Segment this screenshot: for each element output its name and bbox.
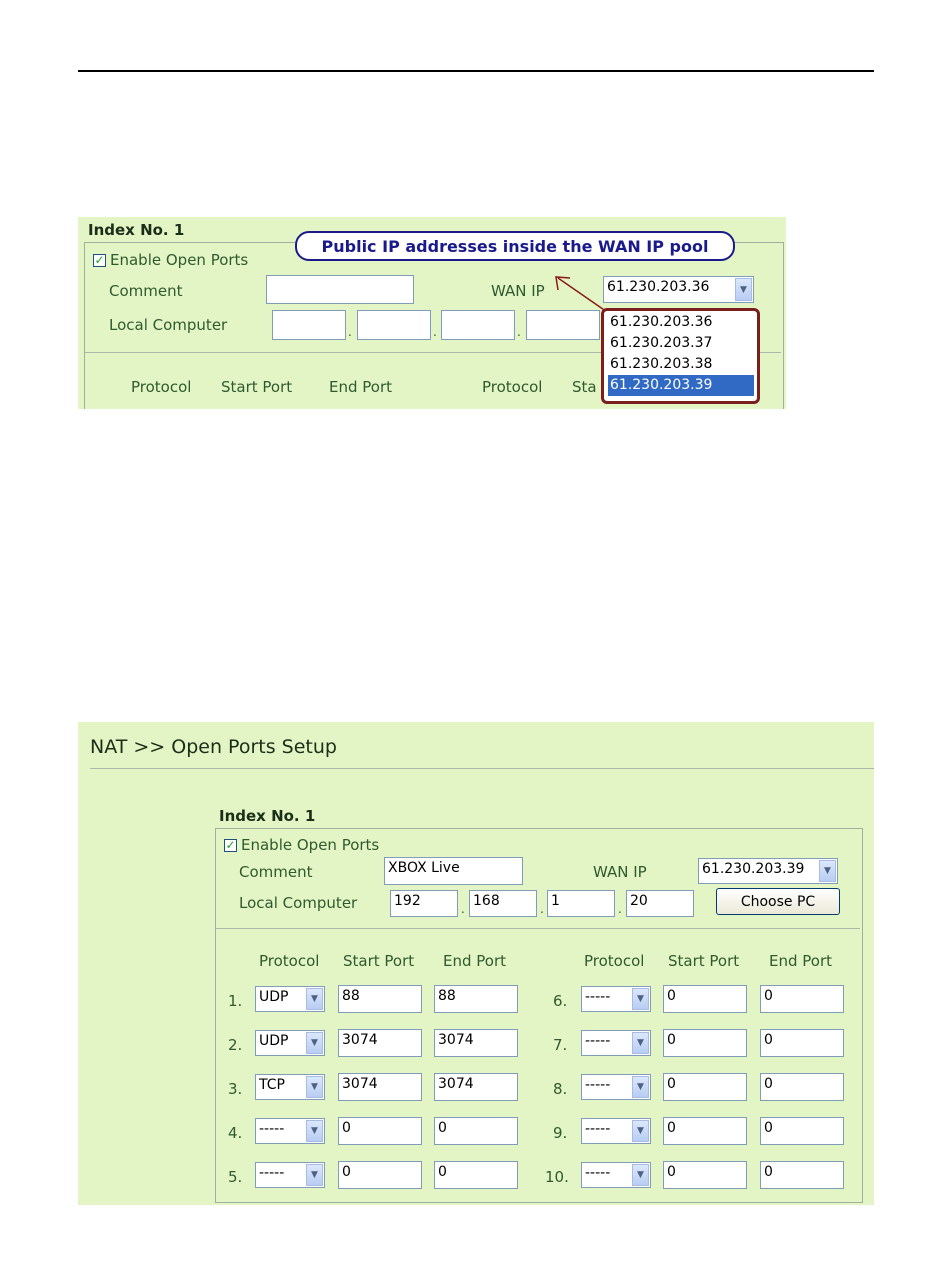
page-top-rule <box>78 70 874 72</box>
row-number: 8. <box>553 1080 568 1098</box>
enable-open-ports-row[interactable] <box>224 836 379 854</box>
row-number: 1. <box>228 992 243 1010</box>
protocol-select[interactable] <box>581 1162 651 1188</box>
wan-ip-label: WAN IP <box>491 282 545 300</box>
enable-label: Enable Open Ports <box>110 251 249 269</box>
wan-ip-dropdown-list <box>601 308 760 404</box>
protocol-select[interactable] <box>255 1030 325 1056</box>
end-port-header-left: End Port <box>443 952 507 970</box>
start-port-input[interactable]: 0 <box>663 1161 747 1189</box>
protocol-value: TCP <box>259 1077 285 1093</box>
row-number: 9. <box>553 1124 568 1142</box>
choose-pc-button[interactable]: Choose PC <box>716 888 840 915</box>
dropdown-option[interactable]: 61.230.203.36 <box>610 314 713 330</box>
local-computer-label: Local Computer <box>109 316 228 334</box>
dropdown-option-selected[interactable]: 61.230.203.39 <box>608 375 754 396</box>
protocol-header-right: Protocol <box>482 378 543 396</box>
protocol-value: ----- <box>585 1165 611 1181</box>
ip-dot: . <box>348 325 352 339</box>
protocol-value: ----- <box>259 1165 285 1181</box>
local-ip-octet-1[interactable] <box>272 310 346 340</box>
enable-checkbox[interactable]: ✓ <box>225 838 236 852</box>
end-port-input[interactable]: 0 <box>760 1073 844 1101</box>
callout-bubble: Public IP addresses inside the WAN IP pool <box>295 231 735 261</box>
ip-dot: . <box>618 902 622 916</box>
row-number: 7. <box>553 1036 568 1054</box>
protocol-value: UDP <box>259 989 289 1005</box>
enable-checkbox[interactable]: ✓ <box>94 253 105 267</box>
end-port-header: End Port <box>329 378 393 396</box>
local-ip-octet-1[interactable]: 192 <box>390 890 458 917</box>
end-port-input[interactable]: 0 <box>760 985 844 1013</box>
wan-ip-label: WAN IP <box>593 863 647 881</box>
start-port-header: Start Port <box>221 378 293 396</box>
row-number: 5. <box>228 1168 243 1186</box>
open-ports-fieldset <box>215 828 863 1203</box>
end-port-input[interactable]: 3074 <box>434 1029 518 1057</box>
row-number: 6. <box>553 992 568 1010</box>
start-port-input[interactable]: 0 <box>338 1161 422 1189</box>
comment-input[interactable] <box>266 275 414 304</box>
protocol-value: ----- <box>585 1077 611 1093</box>
protocol-value: ----- <box>585 1121 611 1137</box>
section-divider <box>216 928 860 929</box>
chevron-down-icon[interactable]: ▼ <box>306 1032 323 1054</box>
local-computer-label: Local Computer <box>239 894 358 912</box>
comment-label: Comment <box>109 282 183 300</box>
local-ip-octet-3[interactable]: 1 <box>547 890 615 917</box>
chevron-down-icon[interactable]: ▼ <box>632 1120 649 1142</box>
protocol-value: ----- <box>259 1121 285 1137</box>
row-number: 2. <box>228 1036 243 1054</box>
protocol-select[interactable] <box>581 1030 651 1056</box>
enable-open-ports-row[interactable] <box>93 251 248 269</box>
protocol-select[interactable] <box>581 986 651 1012</box>
local-ip-octet-3[interactable] <box>441 310 515 340</box>
start-port-header-right: Start Port <box>668 952 740 970</box>
chevron-down-icon[interactable]: ▼ <box>306 1076 323 1098</box>
protocol-value: ----- <box>585 989 611 1005</box>
ip-dot: . <box>517 325 521 339</box>
wan-ip-value: 61.230.203.39 <box>702 861 805 877</box>
wan-ip-select[interactable] <box>603 276 754 303</box>
chevron-down-icon[interactable]: ▼ <box>632 1164 649 1186</box>
ip-dot: . <box>461 902 465 916</box>
figure2-panel <box>78 722 874 1205</box>
row-number: 4. <box>228 1124 243 1142</box>
chevron-down-icon[interactable]: ▼ <box>306 1120 323 1142</box>
protocol-header-left: Protocol <box>259 952 320 970</box>
start-port-input[interactable]: 3074 <box>338 1073 422 1101</box>
local-ip-octet-2[interactable]: 168 <box>469 890 537 917</box>
wan-ip-value: 61.230.203.36 <box>607 279 710 295</box>
row-number: 10. <box>545 1168 569 1186</box>
end-port-input[interactable]: 3074 <box>434 1073 518 1101</box>
chevron-down-icon[interactable]: ▼ <box>819 860 836 882</box>
wan-ip-select[interactable] <box>698 858 838 884</box>
comment-label: Comment <box>239 863 313 881</box>
comment-input[interactable]: XBOX Live <box>384 857 523 885</box>
start-port-input[interactable]: 3074 <box>338 1029 422 1057</box>
end-port-input[interactable]: 88 <box>434 985 518 1013</box>
local-ip-octet-2[interactable] <box>357 310 431 340</box>
row-number: 3. <box>228 1080 243 1098</box>
protocol-select[interactable] <box>255 1162 325 1188</box>
start-port-input[interactable]: 0 <box>663 1117 747 1145</box>
chevron-down-icon[interactable]: ▼ <box>632 1076 649 1098</box>
enable-label: Enable Open Ports <box>241 836 380 854</box>
start-port-header-left: Start Port <box>343 952 415 970</box>
chevron-down-icon[interactable]: ▼ <box>306 988 323 1010</box>
start-port-header-right: Sta <box>572 378 597 396</box>
dropdown-option[interactable]: 61.230.203.37 <box>610 335 713 351</box>
end-port-header-right: End Port <box>769 952 833 970</box>
start-port-input[interactable]: 0 <box>338 1117 422 1145</box>
protocol-select[interactable] <box>255 1074 325 1100</box>
protocol-header: Protocol <box>131 378 192 396</box>
ip-dot: . <box>433 325 437 339</box>
end-port-input[interactable]: 0 <box>760 1117 844 1145</box>
end-port-input[interactable]: 0 <box>434 1117 518 1145</box>
index-title: Index No. 1 <box>88 221 185 239</box>
protocol-value: ----- <box>585 1033 611 1049</box>
chevron-down-icon[interactable]: ▼ <box>632 988 649 1010</box>
end-port-input[interactable]: 0 <box>760 1161 844 1189</box>
page-title: NAT >> Open Ports Setup <box>90 736 337 758</box>
end-port-input[interactable]: 0 <box>760 1029 844 1057</box>
start-port-input[interactable]: 88 <box>338 985 422 1013</box>
chevron-down-icon[interactable]: ▼ <box>306 1164 323 1186</box>
title-divider <box>90 768 874 769</box>
start-port-input[interactable]: 0 <box>663 1029 747 1057</box>
local-ip-octet-4[interactable]: 20 <box>626 890 694 917</box>
end-port-input[interactable]: 0 <box>434 1161 518 1189</box>
protocol-select[interactable] <box>581 1118 651 1144</box>
chevron-down-icon[interactable]: ▼ <box>735 278 752 301</box>
dropdown-option[interactable]: 61.230.203.38 <box>610 356 713 372</box>
protocol-header-right: Protocol <box>584 952 645 970</box>
ip-dot: . <box>540 902 544 916</box>
protocol-select[interactable] <box>255 986 325 1012</box>
index-title: Index No. 1 <box>219 807 316 825</box>
chevron-down-icon[interactable]: ▼ <box>632 1032 649 1054</box>
protocol-select[interactable] <box>581 1074 651 1100</box>
protocol-select[interactable] <box>255 1118 325 1144</box>
start-port-input[interactable]: 0 <box>663 1073 747 1101</box>
protocol-value: UDP <box>259 1033 289 1049</box>
start-port-input[interactable]: 0 <box>663 985 747 1013</box>
